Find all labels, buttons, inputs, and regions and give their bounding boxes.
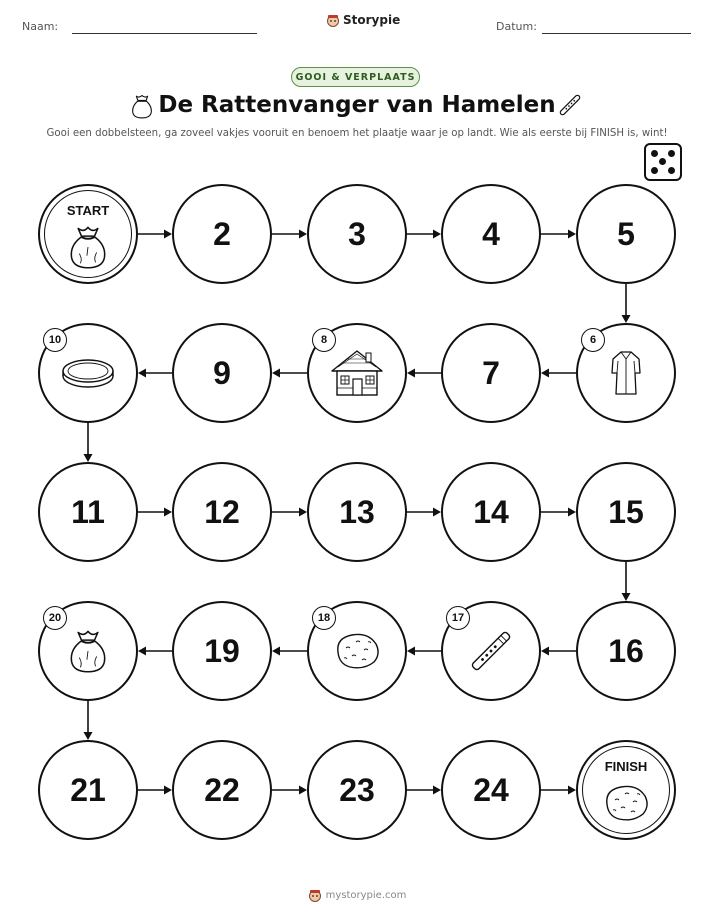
path-arrow [272,508,307,517]
board-cell-24 [441,740,541,840]
path-arrow [407,508,441,517]
cell-number: 22 [204,771,240,808]
path-arrow [622,284,631,323]
board-cell-20 [38,601,138,701]
cell-number: 14 [473,493,509,530]
coin-icon [60,355,116,395]
path-arrow [541,369,576,378]
path-arrow [272,230,307,239]
path-arrow [272,786,307,795]
cell-number: 4 [482,215,500,252]
cell-number: 19 [204,632,240,669]
board-cell-10 [38,323,138,423]
cell-number-badge: 20 [43,606,67,630]
game-type-badge: GOOI & VERPLAATS [291,67,420,87]
board-cell-23 [307,740,407,840]
board-cell-6 [576,323,676,423]
robe-icon [609,349,643,401]
cell-number: 7 [482,354,500,391]
storypie-mascot-icon [308,888,322,902]
board-cell-21 [38,740,138,840]
path-arrow [541,230,576,239]
path-arrow [138,369,172,378]
path-arrow [541,508,576,517]
brand-name: Storypie [343,13,401,27]
path-arrow [541,786,576,795]
finish-label: FINISH [604,759,648,774]
board-cell-15 [576,462,676,562]
sack-icon [66,627,110,679]
cell-number-badge: 8 [312,328,336,352]
path-arrow [138,230,172,239]
path-arrow [138,786,172,795]
path-arrow [84,423,93,462]
cell-number: 21 [70,771,106,808]
cell-number: 16 [608,632,644,669]
path-arrow [407,647,441,656]
board-cell-12 [172,462,272,562]
cell-number: 15 [608,493,644,530]
instructions-text: Gooi een dobbelsteen, ga zoveel vakjes vooruit en benoem het plaatje waar je op landt. Wie als eerste bij FINISH is, wint! [46,128,668,139]
bread-icon [601,782,651,828]
cell-number-badge: 18 [312,606,336,630]
path-arrow [138,508,172,517]
board-cell-8 [307,323,407,423]
start-label: START [66,203,110,218]
sack-icon [66,223,110,275]
board-cell-19 [172,601,272,701]
cell-number: 3 [348,215,366,252]
page-title: De Rattenvanger van Hamelen [158,92,556,118]
bread-icon [332,630,382,676]
board-cell-4 [441,184,541,284]
path-arrow [407,369,441,378]
cell-number: 13 [339,493,375,530]
path-arrow [84,701,93,740]
path-arrow [541,647,576,656]
board-cell-9 [172,323,272,423]
board-cell-22 [172,740,272,840]
cell-number-badge: 6 [581,328,605,352]
cell-number: 5 [617,215,635,252]
board-cell-14 [441,462,541,562]
board-cell-2 [172,184,272,284]
path-arrow [407,786,441,795]
flute-icon [465,625,517,681]
path-arrow [138,647,172,656]
footer-url[interactable]: mystorypie.com [325,889,407,901]
cell-number: 2 [213,215,231,252]
path-arrow [407,230,441,239]
cell-number-badge: 17 [446,606,470,630]
cell-number: 11 [71,493,105,530]
path-arrow [622,562,631,601]
board-cell-16 [576,601,676,701]
footer [0,888,714,902]
board-cell-13 [307,462,407,562]
house-icon [328,347,386,403]
cell-number: 24 [473,771,509,808]
cell-number: 9 [213,354,231,391]
finish-cell [576,740,676,840]
cell-number: 23 [339,771,375,808]
board-cell-18 [307,601,407,701]
board-cell-11 [38,462,138,562]
board-cell-17 [441,601,541,701]
path-arrow [272,369,307,378]
board-cell-3 [307,184,407,284]
path-arrow [272,647,307,656]
board-cell-5 [576,184,676,284]
name-label: Naam: [22,20,59,33]
cell-number: 12 [204,493,240,530]
board-cell-7 [441,323,541,423]
cell-number-badge: 10 [43,328,67,352]
start-cell [38,184,138,284]
date-label: Datum: [496,20,537,33]
